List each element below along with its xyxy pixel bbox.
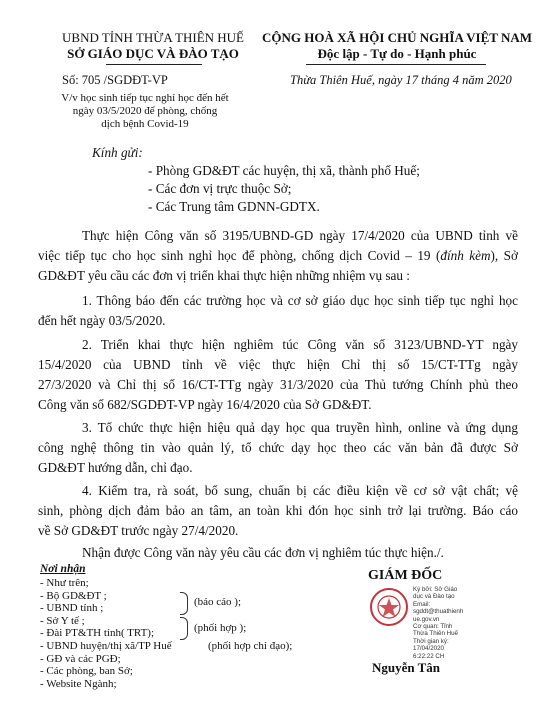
signer-title: GIÁM ĐỐC (368, 568, 443, 583)
distribution-item: - Đài PT&TH tỉnh( TRT); (40, 627, 155, 640)
intro-line: GD&ĐT yêu cầu các đơn vị triển khai thực hiện những nhiệm vụ sau : (38, 268, 410, 283)
sig-line: dục và Đào tạo (413, 593, 455, 601)
subject (40, 92, 250, 131)
sig-line: Cơ quan: Tỉnh (413, 623, 453, 631)
task-item-3 (38, 418, 518, 478)
distribution-item: - Như trên; (40, 577, 89, 589)
task-item-1 (38, 291, 518, 331)
sig-line: Thời gian ký: (413, 637, 449, 645)
distribution-label: Nơi nhận (40, 563, 86, 575)
closing-line: Nhận được Công văn này yêu cầu các đơn vị nghiêm túc thực hiện./. (82, 545, 444, 560)
distribution-item: - UBND tỉnh ; (40, 602, 104, 615)
sig-line: 6:22:22 CH (413, 652, 445, 660)
seal-icon (368, 586, 410, 628)
seal-star (379, 598, 399, 617)
subject-line: V/v học sinh tiếp tục nghỉ học đến hết (61, 92, 229, 104)
task-line: về Sở GD&ĐT trước ngày 27/4/2020. (38, 523, 239, 538)
task-line: 2. Triển khai thực hiện nghiêm túc Công văn số 3123/UBND-YT ngày (82, 337, 518, 352)
intro-line-2 (38, 246, 518, 266)
task-line: 4. Kiểm tra, rà soát, bổ sung, chuẩn bị các điều kiện về cơ sở vật chất; vệ (82, 483, 518, 498)
task-line: Công văn số 682/SGDĐT-VP ngày 16/4/2020 của Sở GD&ĐT. (38, 397, 372, 412)
doc-number: Số: 705 /SGDĐT-VP (62, 73, 168, 87)
task-line: đến hết ngày 03/5/2020. (38, 313, 166, 328)
sig-line: Thừa Thiên Huế (413, 630, 458, 638)
task-line: 15/4/2020 của UBND tỉnh về việc thực hiện Chỉ thị số 15/CT-TTg ngày (38, 357, 518, 372)
report-brace (180, 592, 188, 615)
recipient-item: - Các Trung tâm GDNN-GDTX. (148, 199, 320, 214)
task-item-4 (38, 481, 518, 541)
recipient-item: - Phòng GD&ĐT các huyện, thị xã, thành phố Huế; (148, 163, 420, 178)
distribution-item: - Website Ngành; (40, 677, 117, 690)
distribution-item: - UBND huyện/thị xã/TP Huế (40, 640, 172, 652)
agency-parent: UBND TỈNH THỪA THIÊN HUẾ (62, 30, 244, 45)
sig-line: ue.gov.vn (413, 615, 440, 623)
intro-line: Thực hiện Công văn số 3195/UBND-GD ngày 17/4/2020 của UBND tỉnh về (82, 228, 518, 243)
motto: Độc lập - Tự do - Hạnh phúc (317, 46, 477, 61)
task-line: GD&ĐT hướng dẫn, chỉ đạo. (38, 460, 193, 475)
task-line: 3. Tổ chức thực hiện hiệu quả dạy học qua truyền hình, online và ứng dụng (82, 420, 518, 435)
sig-line: Ký bởi: Sở Giáo (413, 586, 458, 593)
intro-line-tail: ), Sở (490, 248, 518, 263)
task-line: công nghệ thông tin vào quản lý, tổ chức dạy học theo các văn bản đã được Sở (38, 440, 518, 455)
intro-attached: đính kèm (440, 248, 491, 263)
coordinate-brace (180, 617, 188, 640)
sig-line: sgddt@thuathienh (413, 608, 464, 616)
intro-paragraph (38, 226, 518, 286)
distribution-item: - Các phòng, ban Sở; (40, 665, 133, 678)
note-coordinate: (phối hợp ); (194, 622, 247, 635)
task-item-2 (38, 335, 518, 415)
distribution-item: - Bộ GD&ĐT ; (40, 589, 107, 602)
place-date: Thừa Thiên Huế, ngày 17 tháng 4 năm 2020 (290, 73, 512, 87)
motto-underline (306, 64, 486, 65)
digital-signature (413, 586, 463, 660)
nation-title: CỘNG HOÀ XÃ HỘI CHỦ NGHĨA VIỆT NAM (261, 30, 533, 45)
distribution-item: - GĐ và các PGĐ; (40, 652, 121, 665)
recipient-item: - Các đơn vị trực thuộc Sở; (148, 181, 292, 196)
intro-line-text: việc tiếp tục cho học sinh nghỉ học để phòng, chống dịch Covid – 19 ( (38, 248, 441, 263)
note-report: (báo cáo ); (194, 595, 242, 608)
task-line: 1. Thông báo đến các trường học và cơ sở giáo dục học sinh tiếp tục nghỉ học (82, 293, 518, 308)
recipients-label: Kính gửi: (92, 145, 143, 160)
sig-line: Email: (413, 600, 431, 608)
signer-name: Nguyễn Tân (372, 660, 441, 675)
subject-line: ngày 03/5/2020 để phòng, chống (72, 105, 218, 117)
task-line: 27/3/2020 và Chỉ thị số 16/CT-TTg ngày 31/3/2020 của Thủ tướng Chính phủ theo (38, 377, 518, 392)
agency-name: SỞ GIÁO DỤC VÀ ĐÀO TẠO (67, 46, 239, 61)
sig-line: 17/04/2020 (413, 645, 444, 653)
task-line: sinh, phòng dịch đảm bảo an tâm, an toàn khi đón học sinh trở lại trường. Báo cáo (38, 503, 518, 518)
distribution-item: - Sở Y tế ; (40, 614, 85, 627)
subject-line: dịch bệnh Covid-19 (101, 118, 189, 130)
note-direct: (phối hợp chỉ đạo); (208, 640, 293, 652)
agency-underline (106, 64, 202, 65)
